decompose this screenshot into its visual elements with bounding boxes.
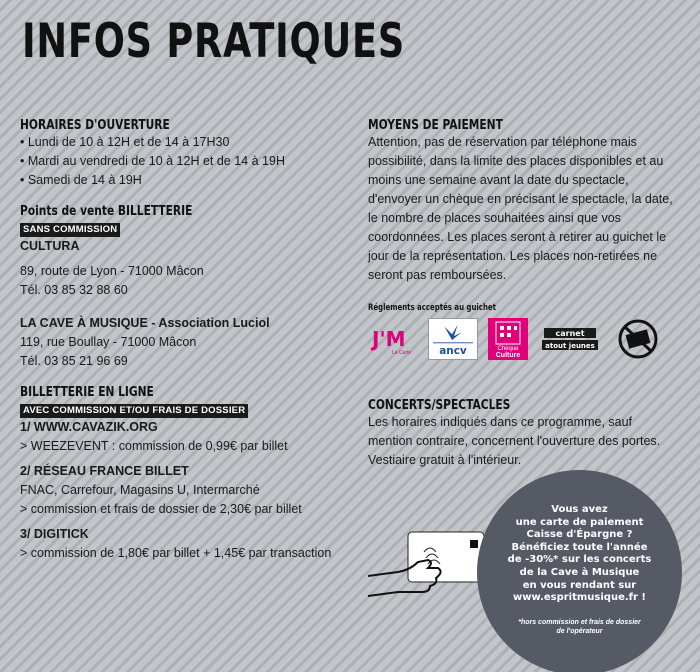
cultura-tel: Tél. 03 85 32 88 60	[20, 283, 128, 297]
horaires-line: • Mardi au vendredi de 10 à 12H et de 14 à 19H	[20, 154, 285, 168]
horaires-line: • Samedi de 14 à 19H	[20, 173, 142, 187]
carnet-text2: atout jeunes	[545, 342, 595, 350]
cave-name: LA CAVE À MUSIQUE - Association Luciol	[20, 316, 270, 330]
paiement-line: coordonnées. Les places seront à retirer au guichet le	[368, 230, 667, 244]
horaires-line: • Lundi de 10 à 12H et de 14 à 17H30	[20, 135, 230, 149]
carnet-text1: carnet	[555, 329, 585, 338]
hand-card-icon	[368, 522, 488, 604]
concerts-section	[368, 398, 690, 470]
france-billet-fee: > commission et frais de dossier de 2,30€ par billet	[20, 502, 302, 516]
digitick-title: 3/ DIGITICK	[20, 527, 89, 541]
reglements-heading: Réglements acceptés au guichet	[368, 303, 496, 313]
cavazik-link[interactable]: 1/ WWW.CAVAZIK.ORG	[20, 420, 158, 434]
paiement-line: possibilité, dans la limite des places disponibles et au	[368, 154, 664, 168]
promo-line: une carte de paiement	[515, 516, 644, 528]
promo-note: de l'opérateur	[556, 628, 603, 635]
jm-logo-text: J'M	[372, 327, 406, 351]
promo-line: de -30%* sur les concerts	[507, 554, 652, 566]
cheque-culture-text2: Culture	[495, 352, 521, 359]
cultura-address: 89, route de Lyon - 71000 Mâcon	[20, 264, 204, 278]
promo-line: Vous avez	[551, 504, 608, 515]
promo-line: en vous rendant sur	[522, 579, 637, 591]
weezevent-line: > WEEZEVENT : commission de 0,99€ par billet	[20, 439, 288, 453]
concerts-heading: CONCERTS/SPECTACLES	[368, 398, 511, 413]
jm-card-logo	[368, 318, 418, 360]
promo-line: Caisse d'Épargne ?	[526, 529, 633, 541]
cave-address: 119, rue Boullay - 71000 Mâcon	[20, 335, 197, 349]
avec-commission-tag: AVEC COMMISSION ET/OU FRAIS DE DOSSIER	[20, 404, 248, 418]
paiement-heading: MOYENS DE PAIEMENT	[368, 118, 503, 133]
ancv-logo-text: ancv	[439, 345, 467, 358]
paiement-line: le nombre de places souhaitées ainsi que vos	[368, 211, 621, 225]
jm-logo-sub: La Carte	[392, 350, 412, 356]
paiement-line: seront pas remboursées.	[368, 268, 507, 282]
promo-line: Bénéficiez toute l'année	[511, 541, 648, 553]
promo-note: *hors commission et frais de dossier	[518, 619, 641, 626]
horaires-heading: HORAIRES D'OUVERTURE	[20, 118, 170, 133]
concerts-line: Vestiaire gratuit à l'intérieur.	[368, 453, 522, 467]
right-column	[368, 118, 690, 313]
cave-tel: Tél. 03 85 21 96 69	[20, 354, 128, 368]
points-vente-heading: Points de vente BILLETTERIE	[20, 204, 193, 219]
paiement-line: Attention, pas de réservation par téléphone mais	[368, 135, 637, 149]
carnet-atout-jeunes-logo	[540, 318, 600, 360]
france-billet-title: 2/ RÉSEAU FRANCE BILLET	[20, 464, 189, 478]
paiement-line: moins une semaine avant la date du spectacle,	[368, 173, 629, 187]
paiement-line: jour de la représentation. Les places non-retirées ne	[368, 249, 658, 263]
cultura-name: CULTURA	[20, 239, 80, 253]
ancv-logo	[428, 318, 478, 360]
sans-commission-tag: SANS COMMISSION	[20, 223, 120, 237]
digitick-fee: > commission de 1,80€ par billet + 1,45€ par transaction	[20, 546, 332, 560]
page-title: INFOS PRATIQUES	[22, 14, 406, 69]
paiement-text	[368, 133, 690, 285]
left-column	[20, 118, 350, 563]
promo-link[interactable]: www.espritmusique.fr !	[512, 592, 646, 604]
no-credit-card-icon	[616, 318, 660, 360]
concerts-line: Les horaires indiqués dans ce programme, sauf	[368, 415, 633, 429]
billetterie-ligne-heading: BILLETTERIE EN LIGNE	[20, 385, 154, 400]
concerts-line: mention contraire, concernent l'ouverture des portes.	[368, 434, 661, 448]
cheque-culture-logo	[488, 318, 528, 360]
promo-circle	[477, 470, 682, 672]
paiement-line: d'envoyer un chèque en précisant le spectacle, la date,	[368, 192, 673, 206]
cheque-culture-text1: Chèque	[497, 346, 519, 352]
promo-line: de la Cave à Musique	[519, 566, 640, 578]
payment-logos	[368, 318, 668, 362]
france-billet-stores: FNAC, Carrefour, Magasins U, Intermarché	[20, 483, 260, 497]
